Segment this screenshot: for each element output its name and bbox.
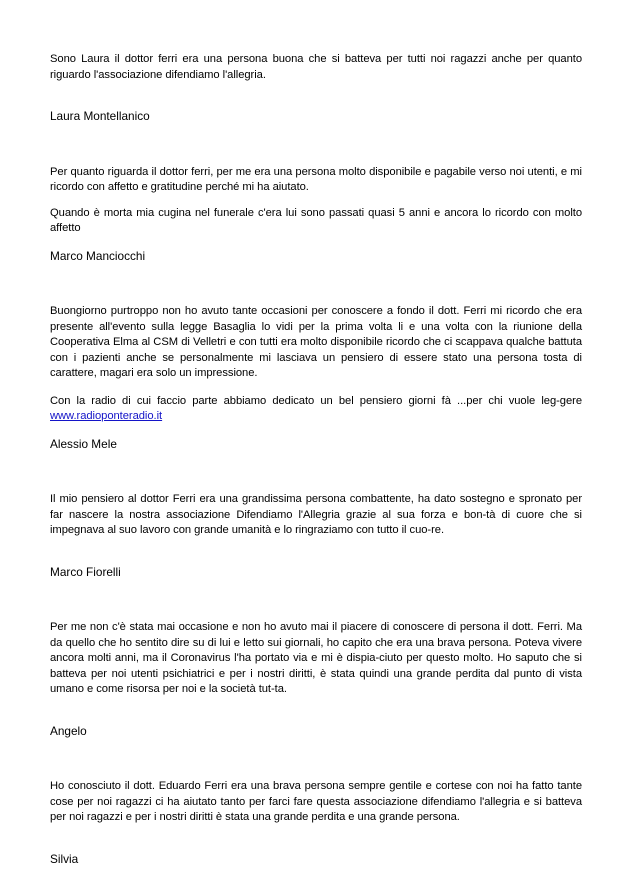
spacer — [50, 95, 582, 109]
radio-website-link[interactable]: www.radioponteradio.it — [50, 410, 163, 422]
testimonial-paragraph-with-link — [50, 394, 582, 425]
spacer — [50, 838, 582, 852]
testimonial-block — [50, 52, 582, 125]
testimonial-paragraph: Il mio pensiero al dottor Ferri era una grandissima persona combattente, ha dato sostegno e spronato per far nascere la nostra associazione Difendiamo l'Allegria grazie al sua forza e bon-tà di cuore che si impegnava al suo lavoro con grande umanità e lo ringraziamo con tutto il cuo-re. — [50, 493, 582, 536]
testimonial-paragraph: Buongiorno purtroppo non ho avuto tante occasioni per conoscere a fondo il dott. Ferri mi ricordo che era presente all'evento sulla legge Basaglia lo vidi per la prima volta li e una volta con la riunione della Cooperativa Elma al CSM di Velletri e con tutti era molto disponibile ricordo che ci scappava qualche battuta con i pazienti anche se personalmente mi lasciava un pensiero di essere stato una persona tosta di carattere, magari era solo un impressione. — [50, 305, 582, 379]
testimonial-block — [50, 165, 582, 265]
section-spacer — [50, 580, 582, 620]
testimonial-block — [50, 304, 582, 452]
testimonial-paragraph: Ho conosciuto il dott. Eduardo Ferri era una brava persona sempre gentile e cortese con noi ha fatto tante cose per noi ragazzi ci ha aiutato tanto per farci fare questa associazione difendiamo l'allegria e si batteva per noi ragazzi e per i nostri diritti è stata una grande perdita e una grande persona. — [50, 780, 582, 823]
testimonial-paragraph: Sono Laura il dottor ferri era una persona buona che si batteva per tutti noi ragazzi anche per quanto riguardo l'associazione difendiamo l'allegria. — [50, 53, 582, 81]
section-spacer — [50, 125, 582, 165]
testimonial-signature: Alessio Mele — [50, 436, 117, 451]
testimonial-block — [50, 779, 582, 867]
testimonial-block — [50, 620, 582, 739]
spacer — [50, 551, 582, 565]
testimonial-signature: Marco Fiorelli — [50, 564, 121, 579]
testimonial-signature: Marco Manciocchi — [50, 248, 146, 263]
testimonial-paragraph: Per quanto riguarda il dottor ferri, per me era una persona molto disponibile e pagabile verso noi utenti, e mi ricordo con affetto e gratitudine perché mi ha aiutato. — [50, 165, 582, 193]
paragraph-text-before-link: Con la radio di cui faccio parte abbiamo dedicato un bel pensiero giorni fà ...per chi vuole leg-gere — [50, 394, 582, 407]
testimonial-signature: Silvia — [50, 851, 79, 866]
testimonial-signature: Angelo — [50, 723, 87, 738]
testimonial-paragraph: Quando è morta mia cugina nel funerale c'era lui sono passati quasi 5 anni e ancora lo ricordo con molto affetto — [50, 206, 582, 234]
section-spacer — [50, 739, 582, 779]
testimonial-paragraph: Per me non c'è stata mai occasione e non ho avuto mai il piacere di conoscere di persona il dott. Ferri. Ma da quello che ho sentito dire su di lui e letto sui giornali, ho capito che era una brava persona. Poteva vivere ancora molti anni, ma il Coronavirus l'ha portato via e mi è dispia-ciuto per questo molto. Ho saputo che si batteva per noi utenti psichiatrici e per i nostri diritti, è stata quindi una grande perdita dal punto di vista umano e come risorsa per noi e la società tut-ta. — [50, 621, 582, 695]
testimonial-block — [50, 492, 582, 580]
testimonial-signature: Laura Montellanico — [50, 109, 150, 123]
section-spacer — [50, 264, 582, 304]
spacer — [50, 710, 582, 724]
section-spacer — [50, 452, 582, 492]
